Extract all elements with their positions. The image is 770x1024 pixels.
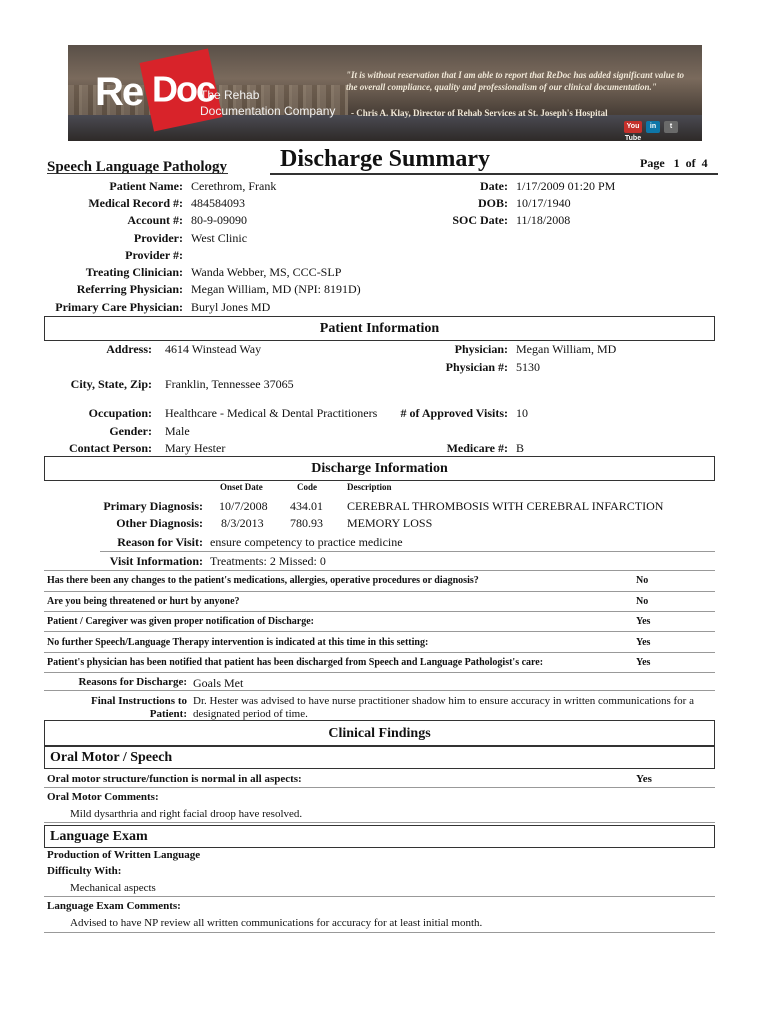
- pcp-label: Primary Care Physician:: [55, 300, 183, 314]
- mrn-value: 484584093: [191, 196, 245, 210]
- header-banner: [68, 45, 702, 141]
- divider: [44, 787, 715, 788]
- mrn-label: Medical Record #:: [88, 196, 183, 210]
- occupation-label: Occupation:: [88, 406, 152, 420]
- physician-label: Physician:: [454, 342, 508, 356]
- primary-description: CEREBRAL THROMBOSIS WITH CEREBRAL INFARCTION: [347, 499, 664, 513]
- soc-value: 11/18/2008: [516, 213, 571, 227]
- difficulty-label: Difficulty With:: [47, 865, 122, 877]
- code-column-header: Code: [297, 482, 317, 492]
- clinical-findings-title: Clinical Findings: [328, 726, 431, 741]
- oral-motor-section-header: [44, 746, 715, 769]
- clinician-value: Wanda Webber, MS, CCC-SLP: [191, 265, 342, 279]
- page-number: 1: [673, 156, 680, 170]
- divider: [44, 652, 715, 653]
- referring-value: Megan William, MD (NPI: 8191D): [191, 282, 361, 296]
- page-label: Page: [640, 156, 665, 170]
- pcp-value: Buryl Jones MD: [191, 300, 271, 314]
- medicare-label: Medicare #:: [446, 441, 508, 455]
- onset-date-column-header: Onset Date: [220, 482, 263, 492]
- page-of: of: [685, 156, 696, 170]
- visit-information-label: Visit Information:: [109, 554, 203, 568]
- document-title: Discharge Summary: [280, 146, 490, 172]
- testimonial-attribution: - Chris A. Klay, Director of Rehab Services at St. Joseph's Hospital: [351, 108, 608, 118]
- discipline-label: Speech Language Pathology: [47, 159, 228, 175]
- question-notification: Patient / Caregiver was given proper notification of Discharge:: [47, 616, 315, 627]
- city-label: City, State, Zip:: [70, 377, 152, 391]
- divider: [100, 551, 715, 552]
- oral-motor-comments-label: Oral Motor Comments:: [47, 791, 159, 803]
- divider: [44, 690, 715, 691]
- other-diagnosis-label: Other Diagnosis:: [116, 516, 203, 530]
- contact-label: Contact Person:: [69, 441, 152, 455]
- discharge-information-title: Discharge Information: [311, 461, 448, 476]
- patient-name-label: Patient Name:: [109, 179, 183, 193]
- testimonial-quote: "It is without reservation that I am able to report that ReDoc has added significant value to the overall compliance, quality and professionalism of our clinical documentation.": [346, 70, 685, 92]
- divider: [44, 591, 715, 592]
- discharge-information-header: [44, 456, 715, 481]
- answer-changes: No: [636, 575, 649, 586]
- company-tagline: [200, 87, 335, 119]
- oral-motor-answer: Yes: [636, 773, 652, 785]
- logo-re-text: Re: [95, 70, 143, 114]
- other-description: MEMORY LOSS: [347, 516, 433, 530]
- divider: [44, 672, 715, 673]
- gender-value: Male: [165, 424, 190, 438]
- divider: [44, 932, 715, 933]
- other-onset-date: 8/3/2013: [221, 516, 264, 530]
- primary-diagnosis-label: Primary Diagnosis:: [103, 499, 203, 513]
- clinician-label: Treating Clinician:: [85, 265, 183, 279]
- question-physician-notified: Patient's physician has been notified that patient has been discharged from Speech and Language Pathologist's care:: [47, 657, 544, 668]
- final-instructions-label-1: Final Instructions to: [91, 695, 187, 707]
- patient-name: Cerethrom, Frank: [191, 179, 277, 193]
- physician-value: Megan William, MD: [516, 342, 617, 356]
- divider: [44, 822, 715, 823]
- reason-for-visit-label: Reason for Visit:: [117, 535, 203, 549]
- question-threatened: Are you being threatened or hurt by anyone?: [47, 596, 240, 607]
- final-instructions-line-2: designated period of time.: [193, 708, 308, 720]
- other-code: 780.93: [290, 516, 323, 530]
- youtube-icon[interactable]: You Tube: [624, 123, 642, 141]
- linkedin-icon[interactable]: in: [646, 121, 660, 133]
- written-language-subheading: Production of Written Language: [47, 849, 201, 861]
- tagline-line-2: Documentation Company: [200, 104, 336, 118]
- answer-physician-notified: Yes: [636, 657, 651, 668]
- answer-notification: Yes: [636, 616, 651, 627]
- medicare-value: B: [516, 441, 525, 455]
- date-label: Date:: [480, 179, 508, 193]
- approved-visits-value: 10: [516, 406, 528, 420]
- divider: [44, 570, 715, 571]
- logo-doc-text: Doc: [151, 68, 214, 110]
- account-value: 80-9-09090: [191, 213, 247, 227]
- approved-visits-label: # of Approved Visits:: [400, 406, 508, 420]
- soc-label: SOC Date:: [452, 213, 508, 227]
- difficulty-value: Mechanical aspects: [70, 882, 156, 894]
- dob-label: DOB:: [478, 196, 508, 210]
- page-total: 4: [701, 156, 708, 170]
- primary-code: 434.01: [290, 499, 323, 513]
- language-exam-comments-label: Language Exam Comments:: [47, 900, 181, 912]
- physician-number-value: 5130: [516, 360, 540, 374]
- discipline-underline: [47, 173, 228, 174]
- divider: [44, 896, 715, 897]
- answer-threatened: No: [636, 596, 649, 607]
- address-value: 4614 Winstead Way: [165, 342, 262, 356]
- provider-value: West Clinic: [191, 231, 248, 245]
- oral-motor-title: Oral Motor / Speech: [50, 750, 173, 765]
- physician-number-label: Physician #:: [445, 360, 508, 374]
- occupation-value: Healthcare - Medical & Dental Practitioners: [165, 406, 378, 420]
- visit-information-value: Treatments: 2 Missed: 0: [210, 554, 326, 568]
- language-exam-section-header: [44, 825, 715, 848]
- divider: [44, 611, 715, 612]
- answer-no-further-therapy: Yes: [636, 637, 651, 648]
- divider: [44, 631, 715, 632]
- referring-label: Referring Physician:: [76, 282, 183, 296]
- patient-information-header: [44, 316, 715, 341]
- final-instructions-label-2: Patient:: [149, 708, 187, 720]
- reasons-for-discharge-value: Goals Met: [193, 676, 244, 690]
- question-no-further-therapy: No further Speech/Language Therapy intervention is indicated at this time in this setting:: [47, 637, 429, 648]
- dob-value: 10/17/1940: [516, 196, 571, 210]
- oral-motor-question: Oral motor structure/function is normal in all aspects:: [47, 773, 302, 785]
- patient-information-title: Patient Information: [319, 321, 440, 336]
- language-exam-comments: Advised to have NP review all written communications for accuracy for at least initial month.: [70, 917, 483, 929]
- address-label: Address:: [106, 342, 152, 356]
- reasons-for-discharge-label: Reasons for Discharge:: [78, 676, 187, 688]
- language-exam-title: Language Exam: [50, 829, 148, 844]
- account-label: Account #:: [127, 213, 183, 227]
- date-value: 1/17/2009 01:20 PM: [516, 179, 616, 193]
- clinical-findings-header: [44, 720, 715, 746]
- description-column-header: Description: [347, 482, 392, 492]
- final-instructions-line-1: Dr. Hester was advised to have nurse practitioner shadow him to ensure accuracy in written communications for a: [193, 695, 694, 707]
- twitter-icon[interactable]: t: [664, 121, 678, 133]
- oral-motor-comments: Mild dysarthria and right facial droop have resolved.: [70, 808, 303, 820]
- question-changes: Has there been any changes to the patient's medications, allergies, operative procedures or diagnosis?: [47, 575, 479, 586]
- page-indicator: [640, 156, 708, 171]
- gender-label: Gender:: [109, 424, 152, 438]
- primary-onset-date: 10/7/2008: [219, 499, 268, 513]
- tagline-line-1: The Rehab: [200, 88, 260, 102]
- provider-number-label: Provider #:: [125, 248, 183, 262]
- contact-value: Mary Hester: [165, 441, 226, 455]
- reason-for-visit-value: ensure competency to practice medicine: [210, 535, 403, 549]
- title-underline: [270, 173, 718, 175]
- provider-label: Provider:: [133, 231, 183, 245]
- city-value: Franklin, Tennessee 37065: [165, 377, 294, 391]
